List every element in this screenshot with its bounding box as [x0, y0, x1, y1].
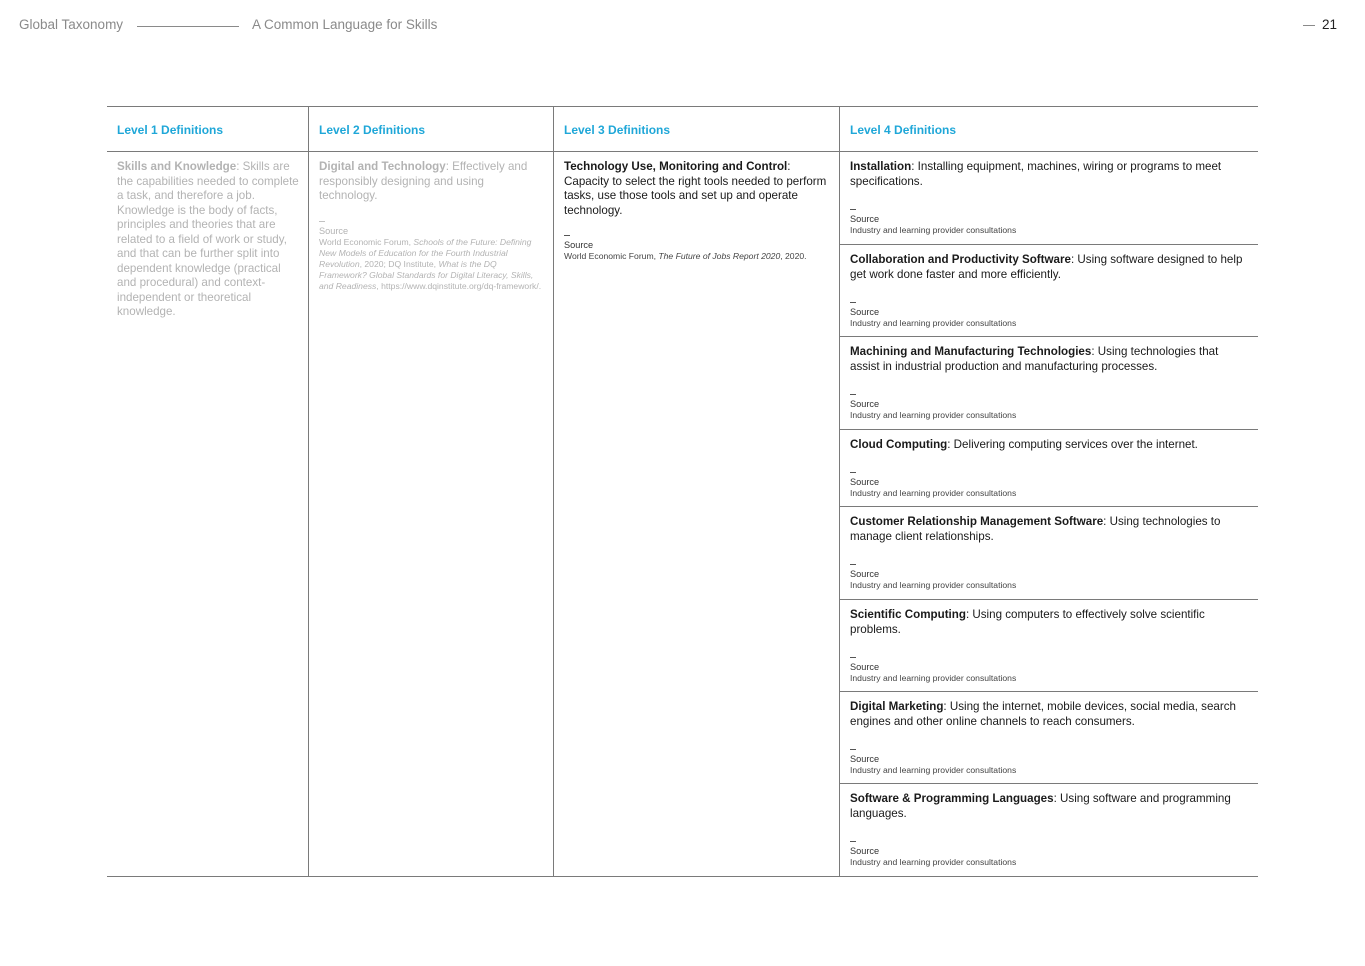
level-4-term: Collaboration and Productivity Software [850, 253, 1071, 266]
level-4-definition [850, 430, 1248, 453]
level-2-heading: Level 2 Definitions [309, 107, 553, 152]
citation-part: , 2020; DQ Institute, [359, 258, 439, 269]
level-4-item [840, 152, 1258, 244]
source-label: Source [850, 754, 880, 764]
level-2-column [308, 107, 553, 876]
level-4-source [850, 394, 1248, 421]
level-4-source [850, 302, 1248, 329]
source-dash [319, 221, 325, 222]
level-4-definition [850, 784, 1248, 821]
level-3-heading: Level 3 Definitions [554, 107, 839, 152]
source-text: Industry and learning provider consultations [850, 318, 1017, 328]
level-4-source [850, 657, 1248, 684]
level-4-definition-text: : Delivering computing services over the internet. [947, 438, 1198, 451]
level-4-definition [850, 337, 1248, 374]
level-4-source [850, 749, 1248, 776]
source-dash [850, 394, 856, 395]
citation-part: World Economic Forum, [319, 236, 414, 247]
level-4-definition-text: : Using technologies that assist in industrial production and manufacturing processes. [850, 345, 1219, 373]
source-dash [850, 657, 856, 658]
level-2-source [319, 221, 543, 292]
page-header [19, 17, 1337, 37]
level-4-term: Machining and Manufacturing Technologies [850, 345, 1092, 358]
citation-part: , 2020. [780, 251, 807, 261]
level-3-term: Technology Use, Monitoring and Control [564, 160, 788, 173]
level-4-source [850, 841, 1248, 868]
source-citation [319, 237, 543, 292]
level-1-column [107, 107, 308, 876]
level-3-definition-text: : Capacity to select the right tools needed to perform tasks, use those tools and set up and operate technology. [564, 160, 827, 217]
level-4-term: Digital Marketing [850, 700, 944, 713]
level-4-definition-text: : Using computers to effectively solve scientific problems. [850, 608, 1205, 636]
level-4-item [840, 783, 1258, 876]
source-text: Industry and learning provider consultations [850, 580, 1017, 590]
level-1-heading: Level 1 Definitions [107, 107, 308, 152]
source-text: Industry and learning provider consultations [850, 225, 1017, 235]
citation-title: Schools of the Future: Defining New Models of Education for the Fourth Industrial Revolution [319, 236, 532, 269]
level-3-column [553, 107, 839, 876]
level-3-source [564, 235, 829, 262]
source-label: Source [850, 477, 880, 487]
source-dash [850, 302, 856, 303]
level-3-definition [564, 160, 829, 218]
citation-url: , https://www.dqinstitute.org/dq-framework/. [376, 280, 542, 291]
level-4-term: Customer Relationship Management Software [850, 515, 1104, 528]
level-1-definition-text: : Skills are the capabilities needed to complete a task, and therefore a job. Knowledge is the body of facts, principles and theories that are related to a field of work or study, and that can be further split into dependent knowledge (practical and procedural) and context-independent or theoretical knowledge. [117, 160, 299, 318]
source-dash [850, 841, 856, 842]
level-4-item [840, 691, 1258, 783]
level-1-term: Skills and Knowledge [117, 160, 237, 173]
source-citation [564, 251, 829, 262]
level-4-item [840, 429, 1258, 506]
source-label: Source [850, 214, 880, 224]
level-4-source [850, 472, 1248, 499]
citation-title: The Future of Jobs Report 2020 [658, 251, 781, 261]
level-4-source [850, 564, 1248, 591]
source-label: Source [850, 846, 880, 856]
breadcrumb-section-title: A Common Language for Skills [252, 17, 438, 32]
level-1-definition [117, 160, 300, 320]
source-dash [850, 472, 856, 473]
level-4-definition-text: : Using technologies to manage client relationships. [850, 515, 1221, 543]
level-4-definition [850, 692, 1248, 729]
level-4-column [839, 107, 1258, 876]
citation-part: World Economic Forum, [564, 251, 659, 261]
level-4-source [850, 209, 1248, 236]
page-number [1303, 17, 1337, 32]
breadcrumb-separator [137, 26, 239, 27]
source-label: Source [564, 240, 594, 250]
level-4-definition-text: : Using the internet, mobile devices, social media, search engines and other online channels to reach consumers. [850, 700, 1236, 728]
level-4-item [840, 506, 1258, 599]
source-text: Industry and learning provider consultations [850, 857, 1017, 867]
page-number-dash [1303, 25, 1315, 26]
level-4-definition-text: : Using software and programming languages. [850, 792, 1231, 820]
source-text: Industry and learning provider consultations [850, 410, 1017, 420]
level-4-definition-text: : Using software designed to help get work done faster and more efficiently. [850, 253, 1243, 281]
source-label: Source [850, 662, 880, 672]
level-4-definition [850, 507, 1248, 544]
level-2-definition [319, 160, 543, 204]
level-2-term: Digital and Technology [319, 160, 446, 173]
level-2-definition-text: : Effectively and responsibly designing and using technology. [319, 160, 528, 202]
page-number-value: 21 [1321, 17, 1337, 32]
level-4-item [840, 244, 1258, 336]
source-text: Industry and learning provider consultations [850, 488, 1017, 498]
breadcrumb-global-taxonomy: Global Taxonomy [19, 17, 124, 32]
source-text: Industry and learning provider consultations [850, 765, 1017, 775]
source-dash [564, 235, 570, 236]
source-dash [850, 564, 856, 565]
source-dash [850, 749, 856, 750]
level-4-definition [850, 245, 1248, 282]
level-4-term: Cloud Computing [850, 438, 948, 451]
definitions-table [107, 106, 1258, 877]
source-label: Source [850, 569, 880, 579]
level-4-item [840, 336, 1258, 429]
source-label: Source [850, 307, 880, 317]
source-text: Industry and learning provider consultations [850, 673, 1017, 683]
level-4-definition-text: : Installing equipment, machines, wiring or programs to meet specifications. [850, 160, 1222, 188]
level-4-heading: Level 4 Definitions [840, 107, 1258, 152]
citation-title: What is the DQ Framework? Global Standards for Digital Literacy, Skills, and Readiness [319, 258, 534, 291]
source-label: Source [319, 225, 349, 236]
level-4-term: Scientific Computing [850, 608, 966, 621]
level-4-term: Software & Programming Languages [850, 792, 1054, 805]
source-dash [850, 209, 856, 210]
level-4-item [840, 599, 1258, 691]
level-4-definition [850, 600, 1248, 637]
source-label: Source [850, 399, 880, 409]
level-4-term: Installation [850, 160, 912, 173]
level-4-definition [850, 152, 1248, 189]
